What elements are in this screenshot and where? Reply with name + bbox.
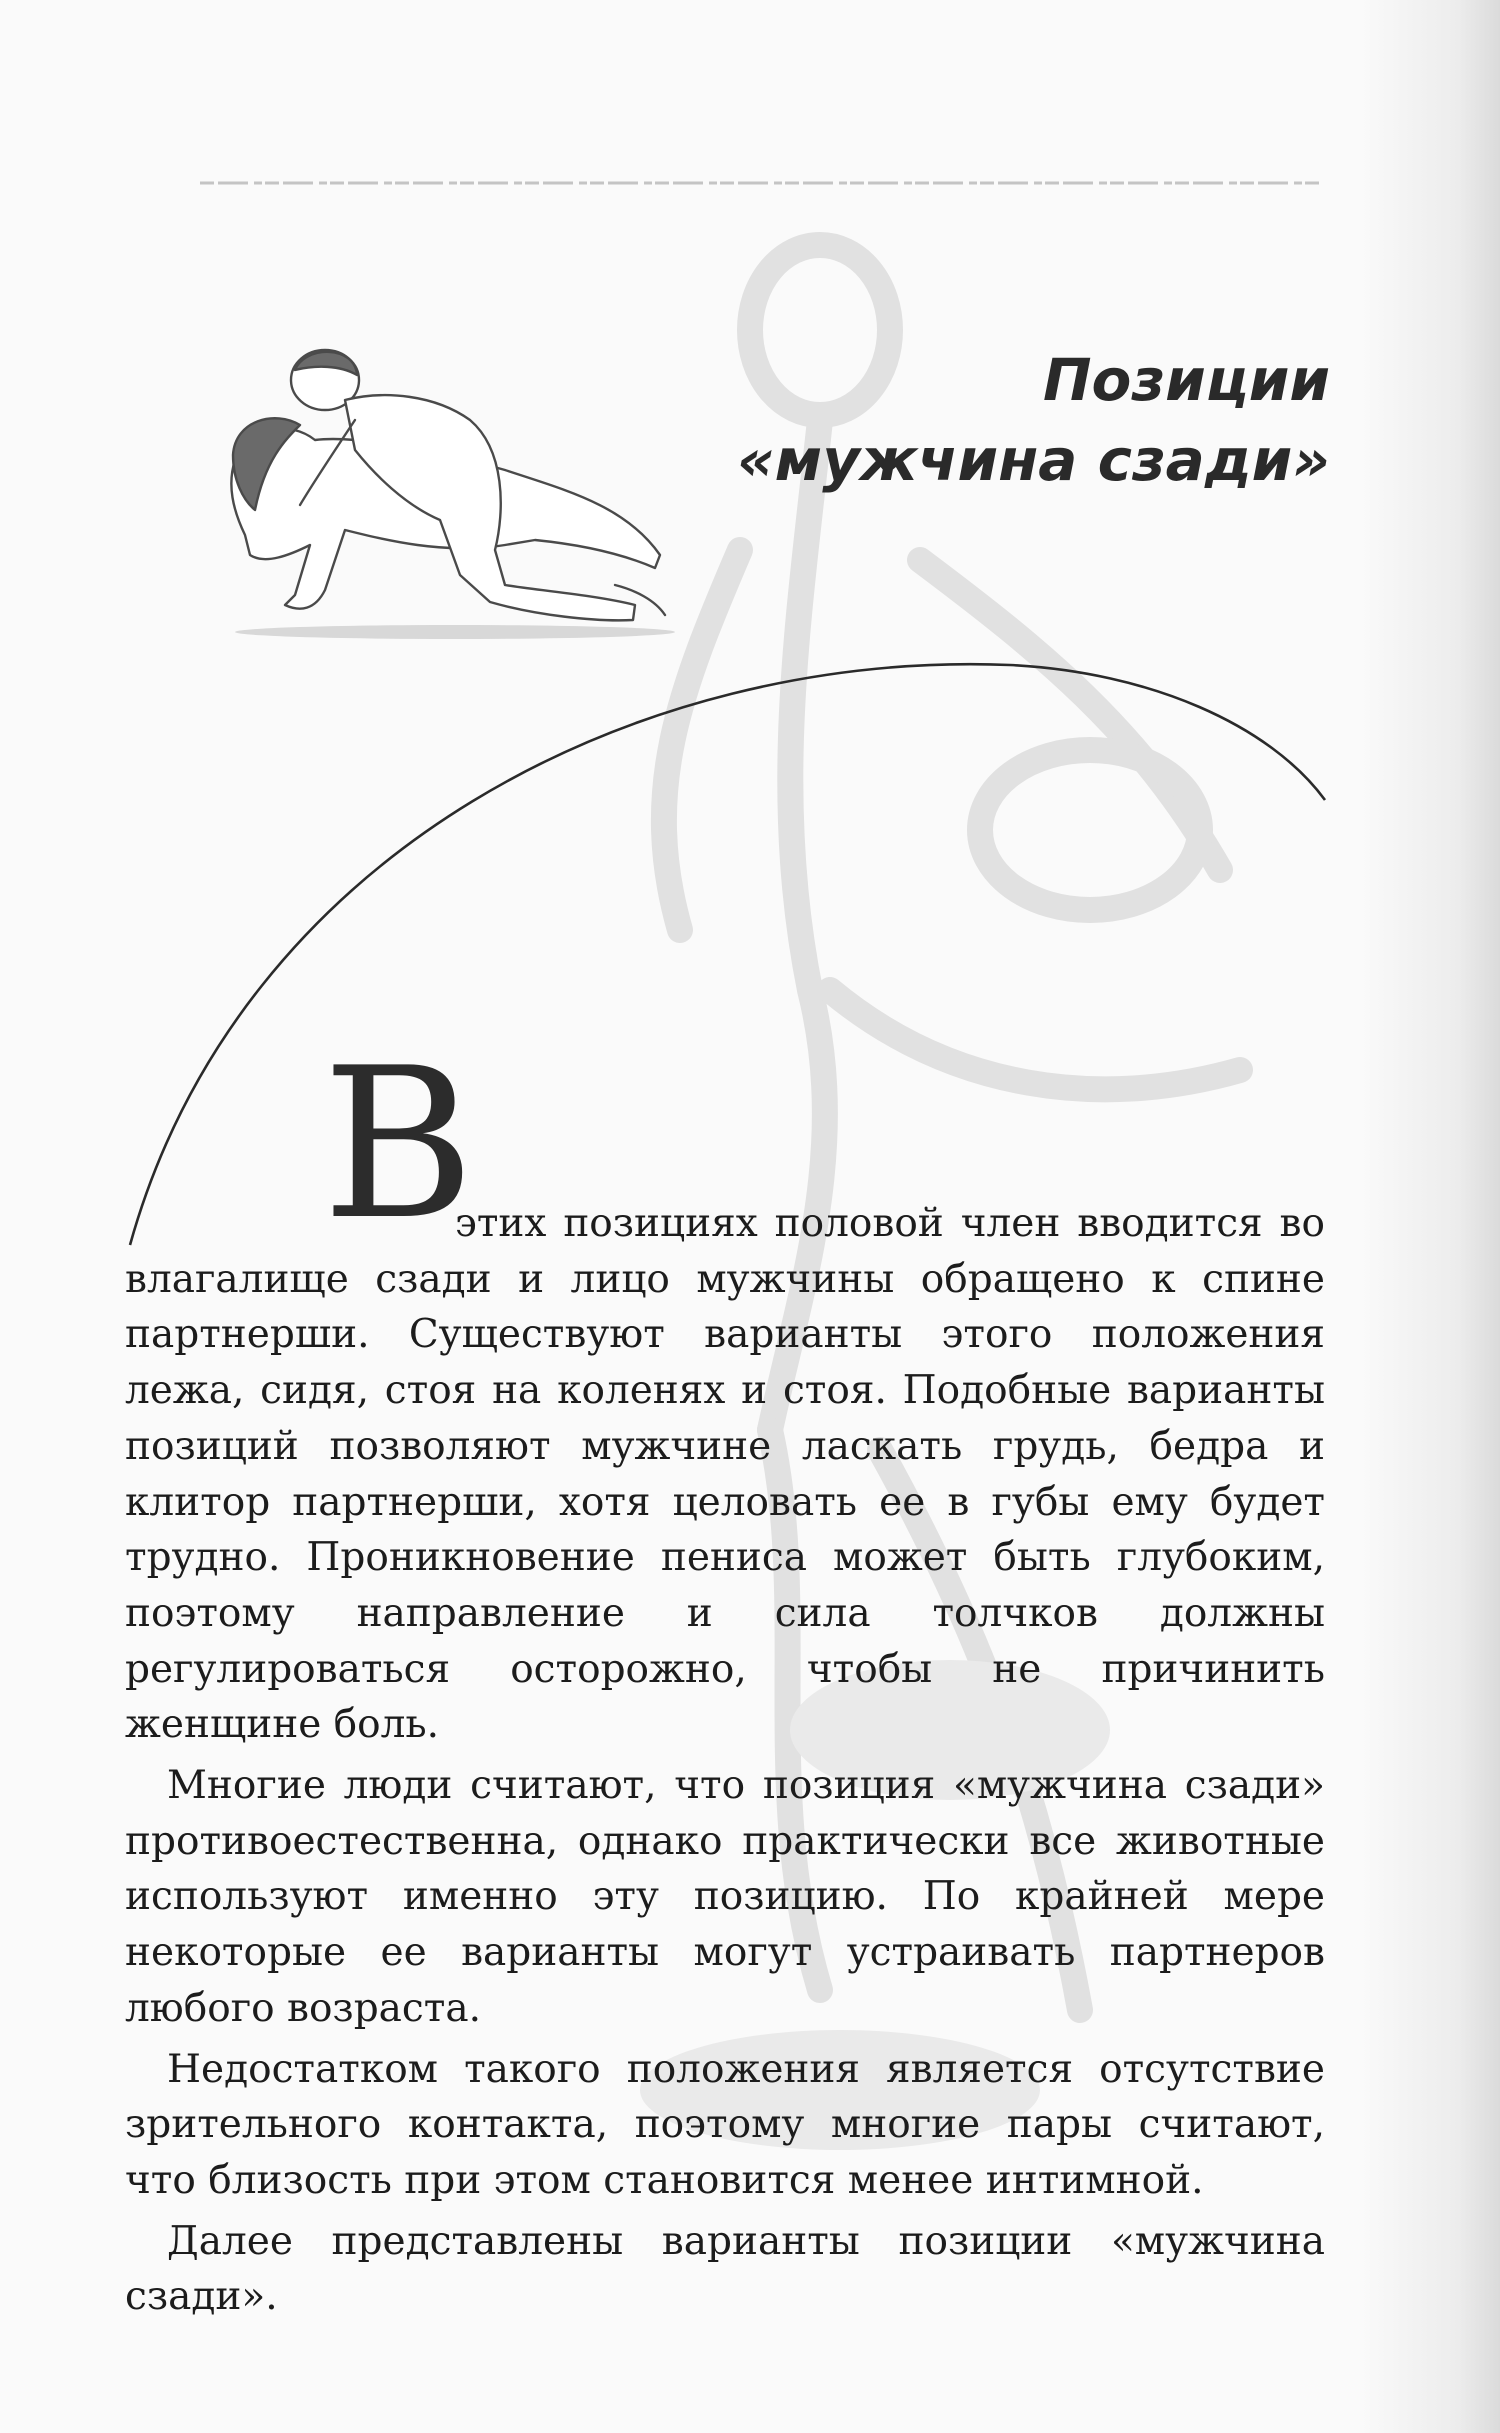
chapter-title-line-2: «мужчина сзади» [737, 426, 1330, 494]
drop-cap: В [322, 1024, 475, 1266]
paragraph-2: Многие люди считают, что позиция «мужчина сзади» противоестественна, однако практически все животные используют именно эту позицию. По крайней мере некоторые ее варианты могут устраивать партнеров любого возраста. [125, 1763, 1325, 2031]
paragraph-3: Недостатком такого положения является отсутствие зрительного контакта, поэтому многие пары считают, что близость при этом становится менее интимной. [125, 2046, 1325, 2203]
paragraph-4: Далее представлены варианты позиции «мужчина сзади». [125, 2218, 1325, 2320]
header-ornament-line [200, 178, 1320, 188]
chapter-title-line-1: Позиции [1043, 346, 1330, 414]
body-text [125, 1196, 1325, 2330]
paragraph-1: этих позициях половой член вводится во влагалище сзади и лицо мужчины обращено к спине партнерши. Существуют варианты этого положения лежа, сидя, стоя на коленях и стоя. Подобные варианты позиций позволяют мужчине ласкать грудь, бедра и клитор партнерши, хотя целовать ее в губы ему будет трудно. Проникновение пениса может быть глубоким, поэтому направление и сила толчков должны регулироваться осторожно, чтобы не причинить женщине боль. [125, 1201, 1325, 1748]
chapter-title [630, 340, 1330, 500]
scan-shadow-edge [1360, 0, 1500, 2433]
couple-illustration [205, 340, 675, 640]
